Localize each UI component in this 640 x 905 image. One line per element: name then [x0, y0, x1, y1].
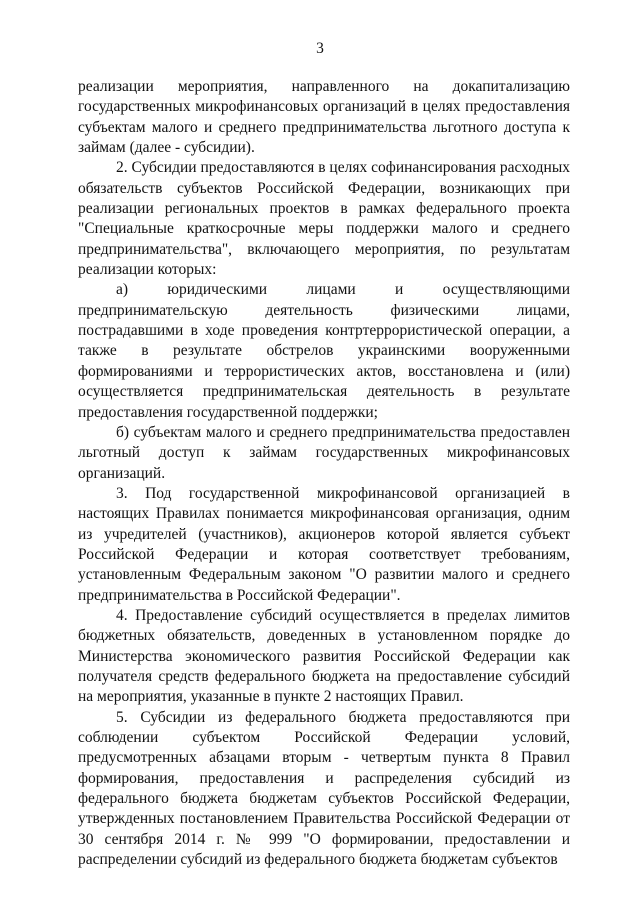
paragraph-item-5: 5. Субсидии из федерального бюджета предоставляются при соблюдении субъектом Российской Федерации условий, предусмотренных абзацами вторым - четвертым пункта 8 Правил формирования, предоставления и распределения субсидий из федерального бюджета бюджетам субъектов Российской Федерации, утвержденных постановлением Правительства Российской Федерации от 30 сентября 2014 г. № 999 "О формировании, предоставлении и распределении субсидий из федерального бюджета бюджетам субъектов: [78, 708, 570, 869]
page-number: 3: [316, 40, 324, 57]
paragraph-item-3: 3. Под государственной микрофинансовой организацией в настоящих Правилах понимается микрофинансовая организация, одним из учредителей (участников), акционеров которой является субъект Российской Федерации и которая соответствует требованиям, установленным Федеральным законом "О развитии малого и среднего предпринимательства в Российской Федерации".: [78, 484, 570, 604]
paragraph-item-4: 4. Предоставление субсидий осуществляется в пределах лимитов бюджетных обязательств, доведенных в установленном порядке до Министерства экономического развития Российской Федерации как получателя средств федерального бюджета на предоставление субсидий на мероприятия, указанные в пункте 2 настоящих Правил.: [78, 606, 570, 706]
paragraph-continuation: реализации мероприятия, направленного на докапитализацию государственных микрофинансовых организаций в целях предоставления субъектам малого и среднего предпринимательства льготного доступа к займам (далее - субсидии).: [78, 78, 570, 157]
document-body: [78, 77, 570, 870]
paragraph-subitem-a: а) юридическими лицами и осуществляющими предпринимательскую деятельность физическими лицами, пострадавшими в ходе проведения контртеррористической операции, а также в результате обстрелов украинскими вооруженными формированиями и террористических актов, восстановлена и (или) осуществляется предпринимательская деятельность в результате предоставления государственной поддержки;: [78, 281, 570, 421]
paragraph-subitem-b: б) субъектам малого и среднего предпринимательства предоставлен льготный доступ к займам государственных микрофинансовых организаций.: [78, 423, 570, 482]
paragraph-item-2: 2. Субсидии предоставляются в целях софинансирования расходных обязательств субъектов Российской Федерации, возникающих при реализации региональных проектов в рамках федерального проекта "Специальные краткосрочные меры поддержки малого и среднего предпринимательства", включающего мероприятия, по результатам реализации которых:: [78, 159, 570, 279]
